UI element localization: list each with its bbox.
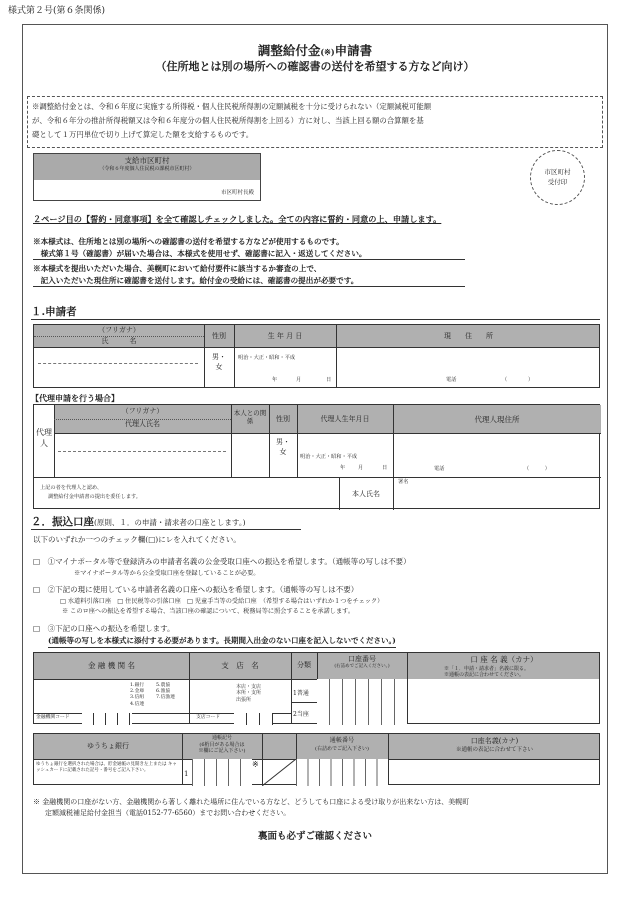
form-number: 様式第２号(第６条関係) xyxy=(8,6,106,16)
option-2[interactable]: □ ②下記の現に使用している申請者名義の口座への振込を希望します。（通帳等の写しは不要） xyxy=(33,585,359,594)
municipality-box: 支給市区町村 （令和６年度個人住民税の課税市区町村） 市区町村長殿 xyxy=(33,153,261,201)
option-1-note: ※マイナポータル等から公金受取口座を登録していることが必要。 xyxy=(74,570,260,577)
section-bank-account: ２．振込口座(原則、１．の申請・請求者の口座とします。) xyxy=(31,516,301,530)
option-3-note: (通帳等の写しを本様式に添付する必要があります。長期間入出金のない口座を記入しないでください。) xyxy=(48,635,396,648)
notice-bullets: ※本様式は、住所地とは別の場所への確認書の送付を希望する方などが使用するものです。 様式第１号（確認書）が届いた場合は、本様式を使用せず、確認書に記入・返送してください。 ※本様式を提出いただいた場合、美幌町において給付要件に該当するか審査の上で、 記入いただいた現住所に確認書を送付します。給付金の受給には、確認書の提出が必要です。 xyxy=(33,236,465,287)
yucho-table: ゆうちょ銀行 通帳記号 (6桁目がある場合は ※欄にご記入下さい) 通帳番号 (右詰めでご記入下さい) 口座名義(カナ) ※通帳の表記に合わせて下さい ゆうちょ銀行を選択された場合は、貯金通帳の見開き左上または キャッシュカードに記載された記号・番号をご記入下さい。 1 ※ xyxy=(33,733,600,785)
bank-instruction: 以下のいずれか一つのチェック欄(□)にレを入れてください。 xyxy=(33,535,241,544)
back-side-notice: 裏面も必ずご確認ください xyxy=(257,831,372,842)
footer-note: ※ 金融機関の口座がない方、金融機関から著しく離れた場所に住んでいる方など、どうしても口座による受け取りが出来ない方は、美幌町 定額減税補足給付金担当（電話0152-77-6560）までお問い合わせください。 xyxy=(33,798,470,817)
option-3[interactable]: □ ③下記の口座への振込を希望します。 xyxy=(33,624,175,633)
reception-stamp: 市区町村 受付印 xyxy=(530,150,585,205)
declaration: ２ページ目の【誓約・同意事項】を全て確認しチェックしました。全ての内容に誓約・同意の上、申請します。 xyxy=(33,214,442,224)
option-1[interactable]: □ ①マイナポータル等で登録済みの申請者名義の公金受取口座への振込を希望します。（通帳等の写しは不要） xyxy=(33,557,411,566)
proxy-table: 代理人 （フリガナ） 代理人氏名 本人との関係 性別 代理人生年月日 代理人現住所 男・女 明治・大正・昭和・平成 年 月 日 電話 （ ） 上記の者を代理人と認め、 調整給付金申請書の提出を委任します。 本人氏名 署名 xyxy=(33,404,600,509)
form-title: 調整給付金(※)申請書 xyxy=(257,43,373,58)
notice-box: ※調整給付金とは、令和６年度に実施する所得税・個人住民税所得割の定額減税を十分に受けられない（定額減税可能額 が、令和６年分の推計所得税額又は令和６年度分の個人住民税所得割を上回る）方に対し、当該上回る額の合算額を基 礎として１万円単位で切り上げて算定した額を支給するものです。 xyxy=(27,96,603,148)
option-2-sub[interactable]: □ 水道料引落口座 □ 住民税等の引落口座 □ 児童手当等の受給口座 （希望する場合はいずれか１つをチェック） xyxy=(60,598,384,605)
option-2-note: ※ このロ座への振込を希望する場合、当該口座の確認について、税務局等に照会することを承諾します。 xyxy=(62,608,355,615)
form-subtitle: （住所地とは別の場所への確認書の送付を希望する方など向け） xyxy=(155,60,475,73)
proxy-title: 【代理申請を行う場合】 xyxy=(31,393,119,403)
bank-table: 金 融 機 関 名 支 店 名 分類 口座番号 (右詰めでご記入ください。) 口 座 名 義（カナ） ※「１．申請・請求者」名義に限る。 ※通帳の表記に合わせてください。 1.銀行 2.金庫 3.信組 4.信連 5.農協 6.漁協 7.信漁連 本店・支店 本所・支所 出張所 金融機関コード 支店コード 1普通 2当座 xyxy=(33,652,600,724)
applicant-table: （フリガナ） 氏 名 性別 生 年 月 日 現 住 所 男・女 明治・大正・昭和・平成 年 月 日 電話 （ ） xyxy=(33,324,600,388)
yucho-slash xyxy=(262,759,296,786)
section-applicant: １.申請者 xyxy=(31,306,600,320)
